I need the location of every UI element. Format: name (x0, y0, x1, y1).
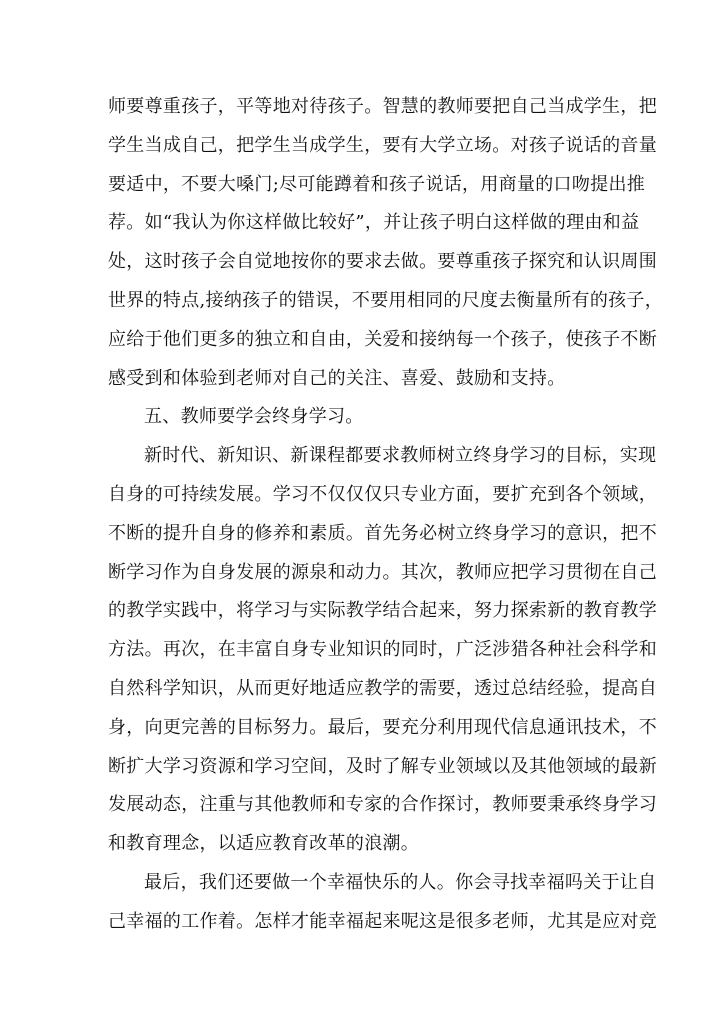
text-line: 要适中，不要大嗓门;尽可能蹲着和孩子说话，用商量的口吻提出推 (108, 173, 646, 195)
text-line: 自然科学知识，从而更好地适应教学的需要，透过总结经验，提高自 (108, 677, 657, 699)
text-line: 发展动态，注重与其他教师和专家的合作探讨，教师要秉承终身学习 (108, 794, 657, 816)
text-line: 断学习作为自身发展的源泉和动力。其次，教师应把学习贯彻在自己 (108, 561, 657, 583)
text-line: 的教学实践中，将学习与实际教学结合起来，努力探索新的教育教学 (108, 600, 657, 622)
text-line: 世界的特点,接纳孩子的错误，不要用相同的尺度去衡量所有的孩子， (108, 289, 664, 311)
text-line: 方法。再次，在丰富自身专业知识的同时，广泛涉猎各种社会科学和 (108, 639, 657, 661)
text-line: 最后，我们还要做一个幸福快乐的人。你会寻找幸福吗关于让自 (144, 871, 657, 893)
text-line: 感受到和体验到老师对自己的关注、喜爱、鼓励和支持。 (108, 367, 566, 389)
text-line: 身，向更完善的目标努力。最后，要充分利用现代信息通讯技术，不 (108, 716, 657, 738)
text-line: 和教育理念，以适应教育改革的浪潮。 (108, 833, 420, 855)
text-line: 自身的可持续发展。学习不仅仅仅只专业方面，要扩充到各个领域， (108, 483, 657, 505)
document-page (108, 88, 664, 942)
text-line: 应给于他们更多的独立和自由，关爱和接纳每一个孩子，使孩子不断 (108, 328, 657, 350)
text-line: 荐。如“我认为你这样做比较好”，并让孩子明白这样做的理由和益 (108, 212, 640, 234)
text-line: 不断的提升自身的修养和素质。首先务必树立终身学习的意识，把不 (108, 522, 657, 544)
section-heading: 五、教师要学会终身学习。 (144, 406, 364, 428)
text-line: 断扩大学习资源和学习空间，及时了解专业领域以及其他领域的最新 (108, 755, 657, 777)
text-line: 己幸福的工作着。怎样才能幸福起来呢这是很多老师，尤其是应对竞 (108, 910, 657, 932)
text-line: 师要尊重孩子，平等地对待孩子。智慧的教师要把自己当成学生，把 (108, 96, 657, 117)
text-line: 新时代、新知识、新课程都要求教师树立终身学习的目标，实现 (144, 445, 657, 467)
text-line: 学生当成自己，把学生当成学生，要有大学立场。对孩子说话的音量 (108, 134, 657, 156)
text-line: 处，这时孩子会自觉地按你的要求去做。要尊重孩子探究和认识周围 (108, 251, 657, 273)
